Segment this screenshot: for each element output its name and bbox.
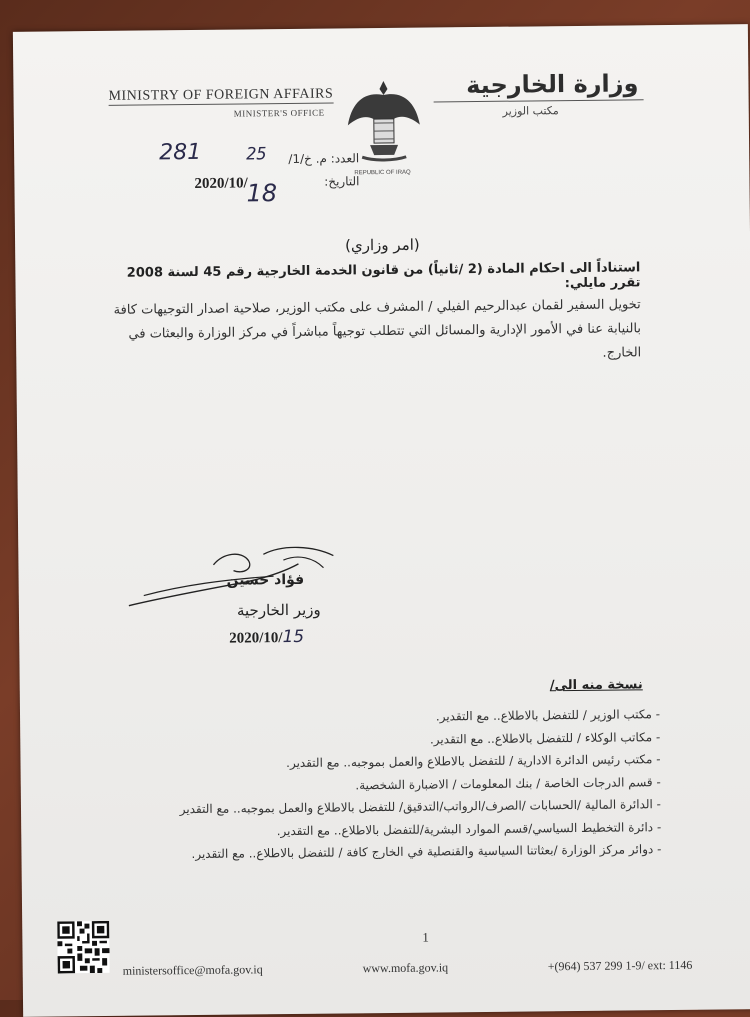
signatory-title: وزير الخارجية [236, 600, 321, 620]
footer-email: ministersoffice@mofa.gov.iq [122, 962, 263, 978]
qr-code-icon [57, 921, 110, 974]
footer-website: www.mofa.gov.iq [362, 960, 449, 976]
document-title: (امر وزاري) [345, 235, 420, 255]
reference-number-label: العدد: م. خ/1/ [288, 151, 360, 166]
signature-date-printed: 2020/10/ [229, 630, 283, 647]
list-item: - الدائرة المالية /الحسابات /الصرف/الرواتب/التدقيق/ للتفضل بالاطلاع والعمل بموجبه.. مع التقدير [179, 797, 662, 817]
header-rule-right [434, 99, 644, 102]
page-number: 1 [422, 929, 429, 945]
footer-phone: +(964) 537 299 1-9/ ext: 1146 [547, 957, 693, 974]
signature-date [229, 627, 304, 648]
document-intro: استناداً الى احكام المادة (2 /ثانياً) من قانون الخدمة الخارجية رقم 45 لسنة 2008 تقرر مايلي: [126, 260, 641, 292]
document-body: تخويل السفير لقمان عبدالرحيم الفيلي / المشرف على مكتب الوزير، صلاحية اصدار التوجيهات كافة بالنيابة عنا في الأمور الإدارية والمسائل التي تتطلب توجيهاً مباشراً في مركز الوزارة والبعثات في الخارج. [113, 297, 642, 361]
ministry-name-arabic: وزارة الخارجية [465, 69, 639, 100]
list-item: - مكتب رئيس الدائرة الادارية / للتفضل بالاطلاع والعمل بموجبه.. مع التقدير. [286, 752, 661, 771]
letter-page [13, 24, 750, 1017]
office-name-arabic: مكتب الوزير [502, 104, 559, 118]
reference-number-value: 25 [246, 144, 267, 165]
list-item: - دائرة التخطيط السياسي/قسم الموارد البشرية/للتفضل بالاطلاع.. مع التقدير. [276, 819, 662, 838]
signatory-name: فؤاد حسين [226, 571, 305, 589]
signature-date-day-handwritten: 15 [282, 626, 305, 648]
date-label: التاريخ: [324, 174, 360, 189]
ministry-name-english: MINISTRY OF FOREIGN AFFAIRS [108, 86, 334, 104]
date-day-handwritten: 18 [246, 179, 278, 208]
copies-list [60, 703, 662, 867]
reference-number-handwritten: 281 [159, 139, 202, 166]
copies-heading: نسخة منه الى/ [549, 677, 643, 694]
list-item: - دوائر مركز الوزارة /بعثاتنا السياسية والقنصلية في الخارج كافة / للتفضل بالاطلاع.. مع التقدير. [191, 842, 662, 862]
date-value: 2020/10/ [194, 175, 248, 192]
list-item: - مكتب الوزير / للتفضل بالاطلاع.. مع التقدير. [435, 707, 661, 724]
list-item: - قسم الدرجات الخاصة / بنك المعلومات / الاضبارة الشخصية. [355, 774, 661, 792]
emblem-caption: REPUBLIC OF IRAQ [354, 169, 411, 177]
office-name-english: MINISTER'S OFFICE [233, 107, 325, 119]
list-item: - مكاتب الوكلاء / للتفضل بالاطلاع.. مع التقدير. [429, 729, 661, 747]
